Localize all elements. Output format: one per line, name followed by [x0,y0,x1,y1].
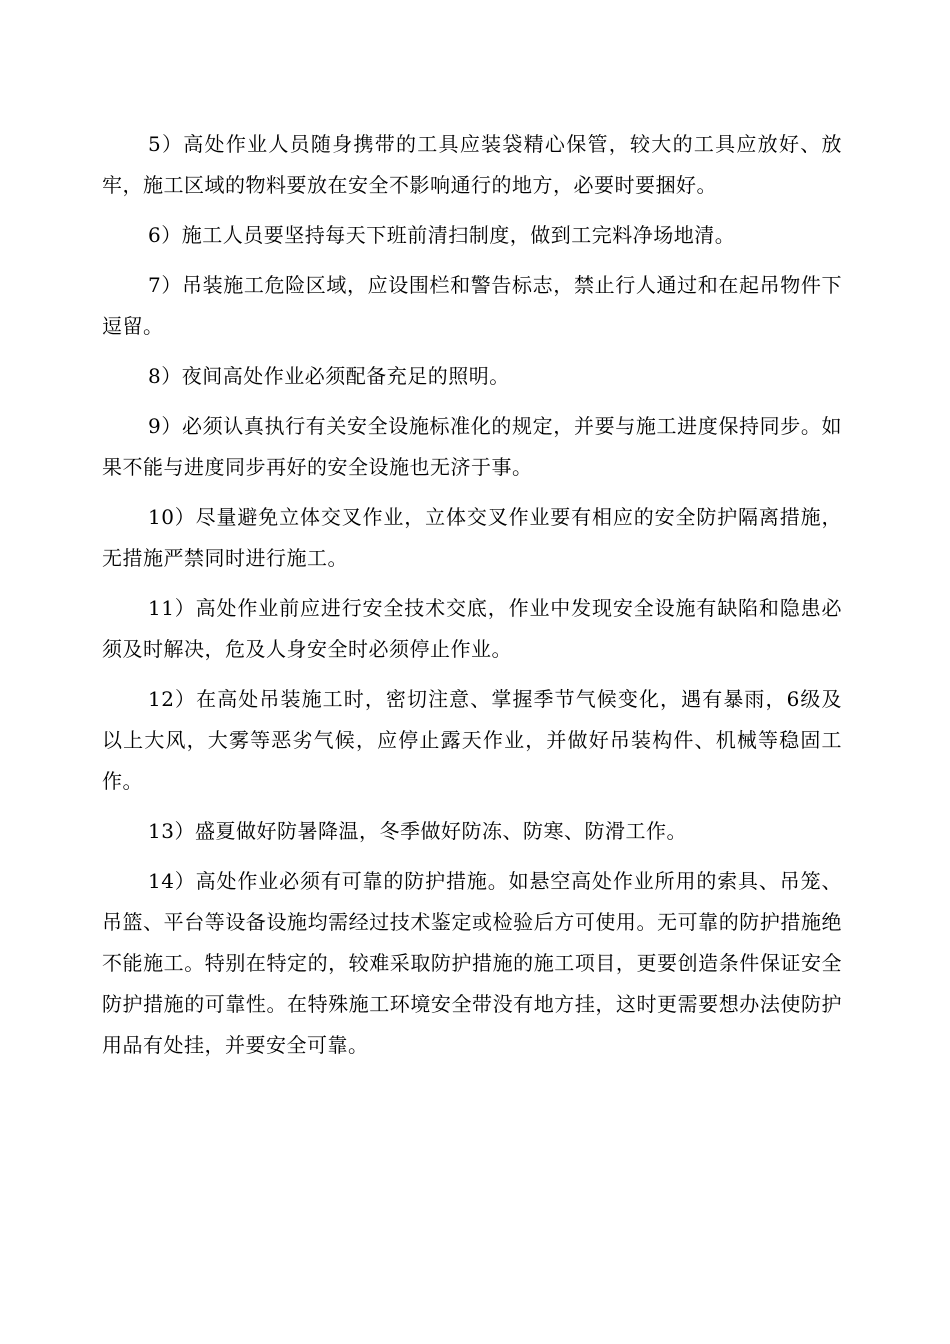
paragraph-item-7: 7）吊装施工危险区域，应设围栏和警告标志，禁止行人通过和在起吊物件下逗留。 [102,273,842,338]
paragraph-item-12: 12）在高处吊装施工时，密切注意、掌握季节气候变化，遇有暴雨，6级及以上大风，大雾等恶劣气候，应停止露天作业，并做好吊装构件、机械等稳固工作。 [102,687,842,793]
document-body [102,124,842,1075]
paragraph-item-14: 14）高处作业必须有可靠的防护措施。如悬空高处作业所用的索具、吊笼、吊篮、平台等设备设施均需经过技术鉴定或检验后方可使用。无可靠的防护措施绝不能施工。特别在特定的，较难采取防护措施的施工项目，更要创造条件保证安全防护措施的可靠性。在特殊施工环境安全带没有地方挂，这时更需要想办法使防护用品有处挂，并要安全可靠。 [102,869,842,1057]
paragraph-item-6: 6）施工人员要坚持每天下班前清扫制度，做到工完料净场地清。 [148,223,736,247]
paragraph-item-8: 8）夜间高处作业必须配备充足的照明。 [148,364,510,388]
paragraph-item-13: 13）盛夏做好防暑降温，冬季做好防冻、防寒、防滑工作。 [148,819,687,843]
paragraph-item-5: 5）高处作业人员随身携带的工具应装袋精心保管，较大的工具应放好、放牢，施工区域的物料要放在安全不影响通行的地方，必要时要捆好。 [102,132,842,197]
paragraph-item-11: 11）高处作业前应进行安全技术交底，作业中发现安全设施有缺陷和隐患必须及时解决，危及人身安全时必须停止作业。 [102,596,842,661]
paragraph-item-10: 10）尽量避免立体交叉作业，立体交叉作业要有相应的安全防护隔离措施，无措施严禁同时进行施工。 [102,505,842,570]
paragraph-item-9: 9）必须认真执行有关安全设施标准化的规定，并要与施工进度保持同步。如果不能与进度同步再好的安全设施也无济于事。 [102,414,842,479]
